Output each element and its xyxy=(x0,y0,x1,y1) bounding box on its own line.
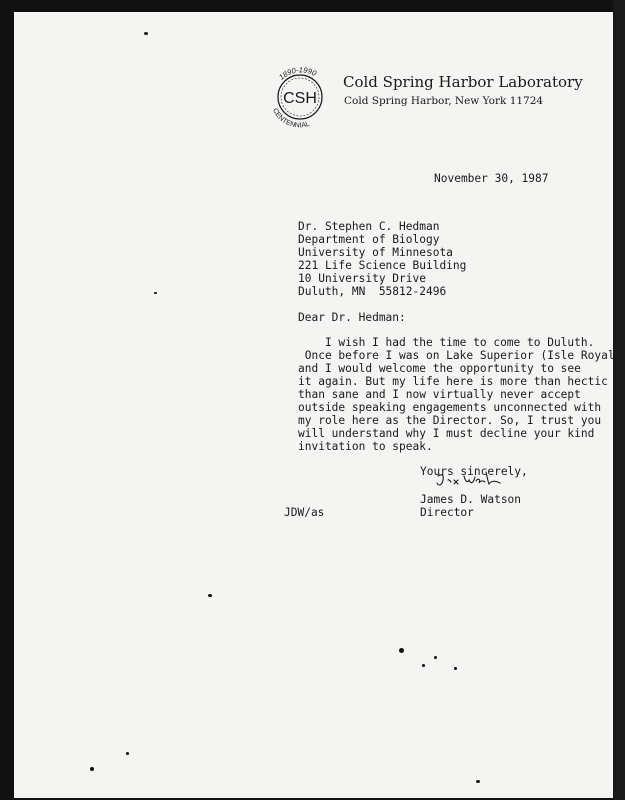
recipient-line: 10 University Drive xyxy=(298,272,426,285)
organization-name: Cold Spring Harbor Laboratory xyxy=(343,73,583,91)
body-line: than sane and I now virtually never accept xyxy=(298,388,581,401)
organization-address: Cold Spring Harbor, New York 11724 xyxy=(344,95,544,107)
body-line: Once before I was on Lake Superior (Isle Royal) xyxy=(298,349,622,362)
recipient-line: Department of Biology xyxy=(298,233,440,246)
body-line: will understand why I must decline your kind xyxy=(298,427,595,440)
typist-initials: JDW/as xyxy=(284,506,325,519)
scan-speck xyxy=(154,292,157,294)
seal-centennial: CENTENNIAL xyxy=(270,107,311,130)
body-line: outside speaking engagements unconnected with xyxy=(298,401,602,414)
seal-years: 1890-1990 xyxy=(277,65,318,82)
recipient-line: University of Minnesota xyxy=(298,246,453,259)
scan-speck xyxy=(90,767,94,771)
recipient-line: Duluth, MN 55812-2496 xyxy=(298,285,447,298)
scan-speck xyxy=(454,667,457,670)
body-line: I wish I had the time to come to Duluth. xyxy=(298,336,595,349)
scan-speck xyxy=(126,752,129,755)
csh-centennial-seal xyxy=(263,60,337,134)
body-line: invitation to speak. xyxy=(298,440,433,453)
recipient-line: 221 Life Science Building xyxy=(298,259,467,272)
signer-title: Director xyxy=(420,506,474,519)
body-line: it again. But my life here is more than hectic xyxy=(298,375,608,388)
recipient-line: Dr. Stephen C. Hedman xyxy=(298,220,440,233)
seal-monogram: CSH xyxy=(283,90,317,107)
letter-page xyxy=(14,12,622,798)
scan-speck xyxy=(399,648,404,653)
letter-date: November 30, 1987 xyxy=(434,172,549,185)
signer-name: James D. Watson xyxy=(420,493,522,506)
scan-speck xyxy=(144,32,148,35)
closing: Yours sincerely, xyxy=(420,465,528,478)
scan-speck xyxy=(434,656,437,659)
signature xyxy=(434,468,504,492)
salutation: Dear Dr. Hedman: xyxy=(298,311,406,324)
body-line: and I would welcome the opportunity to see xyxy=(298,362,581,375)
scan-speck xyxy=(208,594,212,597)
scan-speck xyxy=(476,780,480,783)
scan-speck xyxy=(422,664,425,667)
body-line: my role here as the Director. So, I trust you xyxy=(298,414,602,427)
scanner-edge xyxy=(613,0,625,800)
